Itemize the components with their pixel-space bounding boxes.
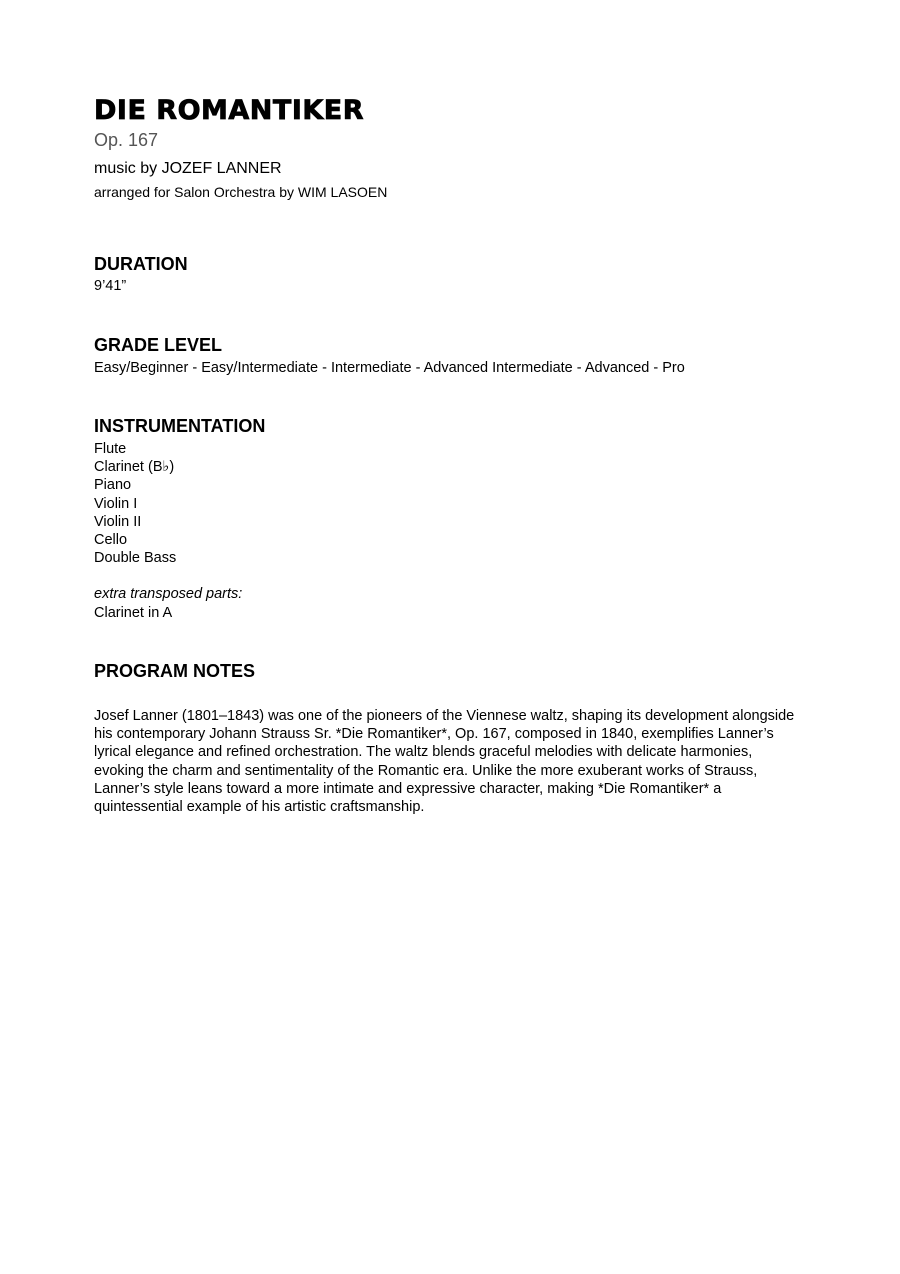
- program-notes-section: [94, 659, 806, 816]
- header-block: [94, 96, 814, 203]
- arranger-credit: arranged for Salon Orchestra by WIM LASOEN: [94, 184, 388, 200]
- program-notes-text: Josef Lanner (1801–1843) was one of the pioneers of the Viennese waltz, shaping its development alongside his contemporary Johann Strauss Sr. *Die Romantiker*, Op. 167, composed in 1840, exemplifies Lanner’s lyrical elegance and refined orchestration. The waltz blends graceful melodies with delicate harmonies, evoking the charm and sentimentality of the Romantic era. Unlike the more exuberant works of Strauss, Lanner’s style leans toward a more intimate and expressive character, making *Die Romantiker* a quintessential example of his artistic craftsmanship.: [94, 708, 795, 816]
- instrument-item: Piano: [94, 477, 132, 494]
- document-page: [94, 95, 814, 816]
- opus-number: Op. 167: [94, 130, 159, 150]
- instrument-list: [94, 440, 265, 567]
- instrument-item: Violin I: [94, 495, 138, 512]
- grade-level-value: Easy/Beginner - Easy/Intermediate - Intermediate - Advanced Intermediate - Advanced - Pro: [94, 360, 685, 376]
- duration-section: [94, 252, 188, 295]
- extra-parts-label: extra transposed parts:: [94, 586, 243, 603]
- instrument-item: Flute: [94, 441, 127, 457]
- instrumentation-section: [94, 414, 265, 622]
- program-notes-heading: PROGRAM NOTES: [94, 661, 256, 681]
- page-title: DIE ROMANTIKER: [94, 95, 365, 126]
- grade-level-section: [94, 333, 685, 377]
- extra-parts-list: [94, 604, 265, 622]
- instrument-item: Double Bass: [94, 550, 177, 567]
- duration-heading: DURATION: [94, 254, 188, 274]
- extra-part-item: Clarinet in A: [94, 604, 173, 621]
- instrument-item: Cello: [94, 532, 128, 549]
- instrument-item: Clarinet (B♭): [94, 459, 175, 476]
- instrument-item: Violin II: [94, 513, 142, 530]
- duration-value: 9’41”: [94, 278, 127, 294]
- grade-level-heading: GRADE LEVEL: [94, 335, 223, 355]
- composer-credit: music by JOZEF LANNER: [94, 160, 282, 177]
- instrumentation-heading: INSTRUMENTATION: [94, 416, 266, 436]
